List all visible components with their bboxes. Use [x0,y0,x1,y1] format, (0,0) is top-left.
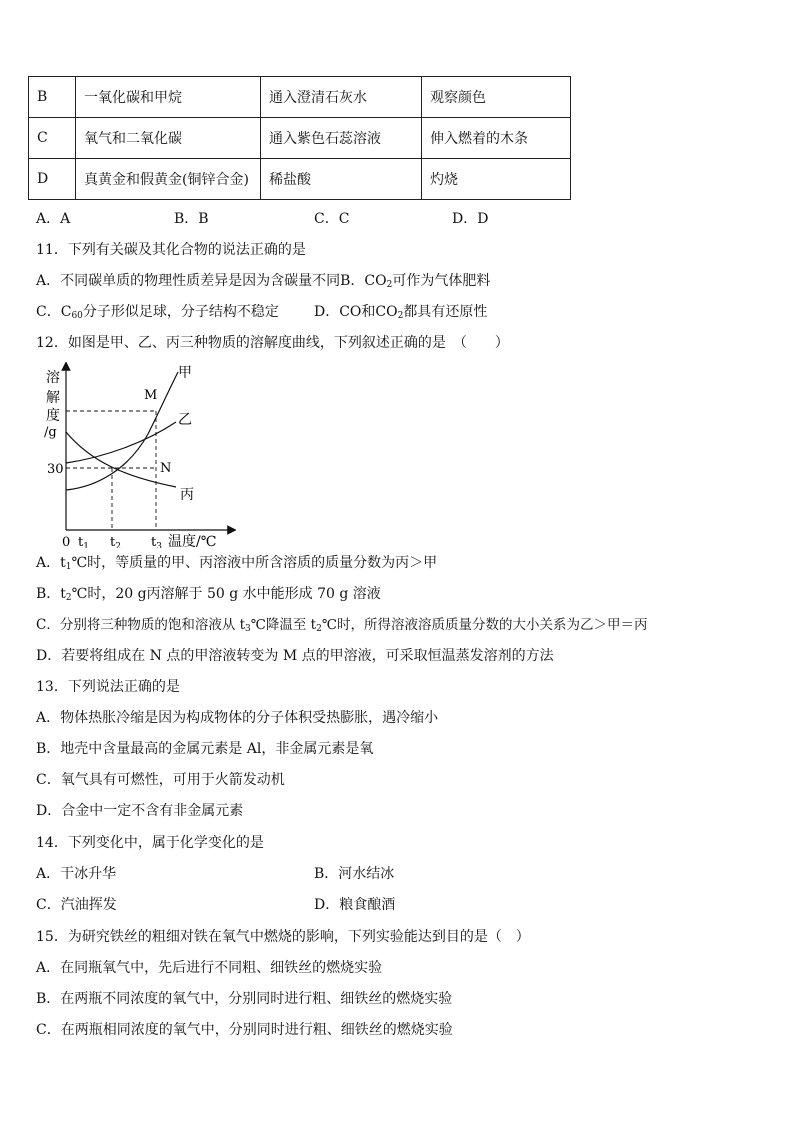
q11-option-c [36,303,279,321]
solubility-chart [36,362,236,548]
subscript: 2 [65,593,72,603]
q12-option-c [36,616,647,634]
q15-option-b: B．在两瓶不同浓度的氧气中，分别同时进行粗、细铁丝的燃烧实验 [36,991,453,1007]
subscript: 2 [386,280,393,290]
text: 可作为气体肥料 [392,273,491,289]
table-cell: 伸入燃着的木条 [422,118,571,159]
table-row [29,118,571,159]
y-label-2: 解 [46,390,60,406]
tick-sub: 2 [115,542,121,548]
text: 都具有还原性 [403,304,488,320]
q14-option-c: C．汽油挥发 [36,897,117,913]
subscript: 1 [65,562,72,572]
origin-label: 0 [62,535,71,548]
table-cell: 通入澄清石灰水 [261,77,422,118]
table-cell: 真黄金和假黄金(铜锌合金) [76,159,261,200]
table-cell: 观察颜色 [422,77,571,118]
series-label-jia: 甲 [178,365,192,381]
text: D．CO和CO [314,304,398,320]
y-label-4: /g [44,425,57,440]
tick-main: t [110,535,116,548]
text: ℃时，所得溶液溶质质量分数的大小关系为乙＞甲＝丙 [321,617,648,633]
tick-main: t [151,535,157,548]
x-tick-t2 [110,535,121,548]
q12-option-a [36,554,437,572]
q10-option-b: B．B [174,211,209,227]
series-label-yi: 乙 [178,412,192,428]
text: C．分别将三种物质的饱和溶液从 t [36,617,246,633]
q12-stem: 12．如图是甲、乙、丙三种物质的溶解度曲线，下列叙述正确的是 （ ） [36,335,509,351]
table-cell: B [29,77,76,118]
q13-option-a: A．物体热胀冷缩是因为构成物体的分子体积受热膨胀，遇冷缩小 [36,710,439,726]
q14-option-a: A．干冰升华 [36,866,117,882]
q15-stem: 15．为研究铁丝的粗细对铁在氧气中燃烧的影响，下列实验能达到目的是（ ） [36,929,530,945]
text: 分子形似足球，分子结构不稳定 [82,304,279,320]
table-cell: 一氧化碳和甲烷 [76,77,261,118]
text: ℃降温至 t [250,617,317,633]
q11-option-a: A．不同碳单质的物理性质差异是因为含碳量不同 [36,273,341,289]
q11-option-ab [36,272,490,290]
tick-sub: 3 [156,542,162,548]
q11-option-d [314,303,487,321]
text: ℃时，等质量的甲、丙溶液中所含溶质的质量分数为丙＞甲 [71,555,438,571]
x-tick-t3 [151,535,162,548]
q14-stem: 14．下列变化中，属于化学变化的是 [36,835,264,851]
q10-option-a: A．A [36,211,71,227]
table-cell: 灼烧 [422,159,571,200]
table-cell: 氧气和二氧化碳 [76,118,261,159]
q11-option-b [340,273,490,289]
table-cell: 通入紫色石蕊溶液 [261,118,422,159]
table-cell: C [29,118,76,159]
x-axis-label: 温度/℃ [168,534,217,548]
q15-option-a: A．在同瓶氧气中，先后进行不同粗、细铁丝的燃烧实验 [36,960,383,976]
y-tick-30: 30 [47,462,64,477]
table-row [29,77,571,118]
text: B．CO [340,273,387,289]
q10-option-c: C．C [314,211,350,227]
text: A．t [36,555,66,571]
tick-main: t [78,535,84,548]
table-cell: 稀盐酸 [261,159,422,200]
subscript: 60 [71,311,83,321]
q12-option-d: D．若要将组成在 N 点的甲溶液转变为 M 点的甲溶液，可采取恒温蒸发溶剂的方法 [36,648,554,664]
point-label-n: N [160,461,172,476]
q13-stem: 13．下列说法正确的是 [36,679,180,695]
q14-option-d: D．粮食酿酒 [314,897,396,913]
q10-option-d: D．D [452,211,489,227]
y-label-1: 溶 [46,370,60,386]
q12-option-b [36,585,381,603]
subscript: 2 [397,311,404,321]
q13-option-d: D．合金中一定不含有非金属元素 [36,803,244,819]
y-label-3: 度 [46,408,60,424]
q11-stem: 11．下列有关碳及其化合物的说法正确的是 [36,242,306,258]
q13-option-b: B．地壳中含量最高的金属元素是 Al，非金属元素是氧 [36,741,374,757]
solubility-curve-figure [36,362,236,548]
curve-yi [66,422,176,463]
subscript: 3 [245,624,251,634]
tick-sub: 1 [83,542,89,548]
q13-option-c: C．氧气具有可燃性，可用于火箭发动机 [36,772,285,788]
options-table [28,76,571,200]
q15-option-c: C．在两瓶相同浓度的氧气中，分别同时进行粗、细铁丝的燃烧实验 [36,1022,453,1038]
series-label-bing: 丙 [180,487,194,503]
subscript: 2 [316,624,322,634]
text: C．C [36,304,72,320]
text: B．t [36,586,66,602]
table-row [29,159,571,200]
q14-option-b: B．河水结冰 [314,866,395,882]
x-tick-t1 [78,535,89,548]
point-label-m: M [144,388,158,403]
table-cell: D [29,159,76,200]
text: ℃时，20 g丙溶解于 50 g 水中能形成 70 g 溶液 [71,586,381,602]
